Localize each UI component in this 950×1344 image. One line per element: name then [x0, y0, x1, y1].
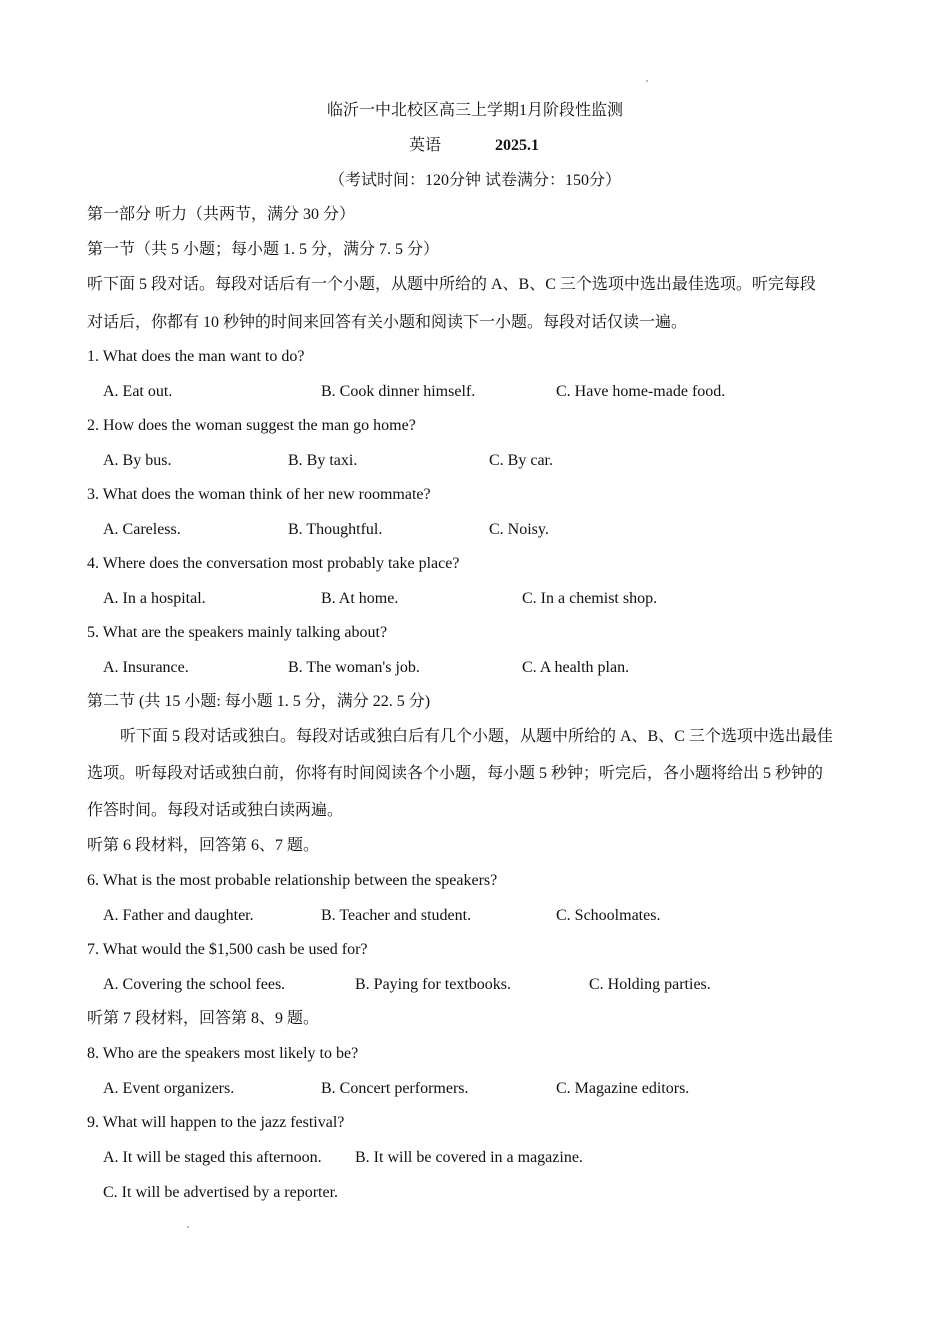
q8-option-a: A. Event organizers.	[103, 1080, 235, 1097]
material-7-note: 听第 7 段材料，回答第 8、9 题。	[87, 1010, 320, 1027]
question-8: 8. Who are the speakers most likely to be?	[87, 1045, 359, 1062]
part1-heading: 第一部分 听力（共两节，满分 30 分）	[87, 206, 356, 223]
q1-option-c: C. Have home-made food.	[556, 383, 726, 400]
question-4: 4. Where does the conversation most probably take place?	[87, 555, 460, 572]
q7-option-c: C. Holding parties.	[589, 976, 711, 993]
question-9: 9. What will happen to the jazz festival?	[87, 1114, 345, 1131]
q3-option-b: B. Thoughtful.	[288, 521, 383, 538]
q2-option-b: B. By taxi.	[288, 452, 358, 469]
q8-option-b: B. Concert performers.	[321, 1080, 469, 1097]
q3-option-c: C. Noisy.	[489, 521, 549, 538]
subject: 英语	[409, 137, 442, 154]
q2-option-c: C. By car.	[489, 452, 553, 469]
q7-option-b: B. Paying for textbooks.	[355, 976, 511, 993]
q8-option-c: C. Magazine editors.	[556, 1080, 690, 1097]
question-1: 1. What does the man want to do?	[87, 348, 305, 365]
section1-instruction-2: 对话后，你都有 10 秒钟的时间来回答有关小题和阅读下一小题。每段对话仅读一遍。	[87, 314, 688, 331]
exam-title: 临沂一中北校区高三上学期1月阶段性监测	[326, 102, 623, 119]
section2-instruction-2: 选项。听每段对话或独白前，你将有时间阅读各个小题，每小题 5 秒钟；听完后，各小题将给出 5 秒钟的	[87, 765, 824, 782]
question-7: 7. What would the $1,500 cash be used for?	[87, 941, 368, 958]
q4-option-c: C. In a chemist shop.	[522, 590, 658, 607]
section2-instruction-1: 听下面 5 段对话或独白。每段对话或独白后有几个小题，从题中所给的 A、B、C 三个选项中选出最佳	[120, 728, 833, 745]
q9-option-a: A. It will be staged this afternoon.	[103, 1149, 322, 1166]
section2-heading: 第二节 (共 15 小题: 每小题 1. 5 分，满分 22. 5 分)	[87, 693, 431, 710]
section2-instruction-3: 作答时间。每段对话或独白读两遍。	[87, 802, 344, 819]
section1-heading: 第一节（共 5 小题；每小题 1. 5 分，满分 7. 5 分）	[87, 241, 440, 258]
question-3: 3. What does the woman think of her new roommate?	[87, 486, 431, 503]
q4-option-b: B. At home.	[321, 590, 399, 607]
q6-option-c: C. Schoolmates.	[556, 907, 661, 924]
q1-option-a: A. Eat out.	[103, 383, 173, 400]
scan-speck	[187, 1226, 189, 1228]
q5-option-b: B. The woman's job.	[288, 659, 420, 676]
q5-option-a: A. Insurance.	[103, 659, 189, 676]
question-6: 6. What is the most probable relationship between the speakers?	[87, 872, 498, 889]
q4-option-a: A. In a hospital.	[103, 590, 206, 607]
q6-option-a: A. Father and daughter.	[103, 907, 254, 924]
q9-option-b: B. It will be covered in a magazine.	[355, 1149, 583, 1166]
q3-option-a: A. Careless.	[103, 521, 181, 538]
question-2: 2. How does the woman suggest the man go home?	[87, 417, 416, 434]
scan-speck	[646, 80, 648, 82]
exam-date: 2025.1	[495, 137, 539, 154]
section1-instruction-1: 听下面 5 段对话。每段对话后有一个小题，从题中所给的 A、B、C 三个选项中选出最佳选项。听完每段	[87, 276, 816, 293]
question-5: 5. What are the speakers mainly talking about?	[87, 624, 388, 641]
q1-option-b: B. Cook dinner himself.	[321, 383, 476, 400]
q5-option-c: C. A health plan.	[522, 659, 630, 676]
q6-option-b: B. Teacher and student.	[321, 907, 472, 924]
q9-option-c: C. It will be advertised by a reporter.	[103, 1184, 339, 1201]
exam-info: （考试时间：120分钟 试卷满分：150分）	[328, 172, 621, 189]
q2-option-a: A. By bus.	[103, 452, 172, 469]
material-6-note: 听第 6 段材料，回答第 6、7 题。	[87, 837, 320, 854]
q7-option-a: A. Covering the school fees.	[103, 976, 286, 993]
